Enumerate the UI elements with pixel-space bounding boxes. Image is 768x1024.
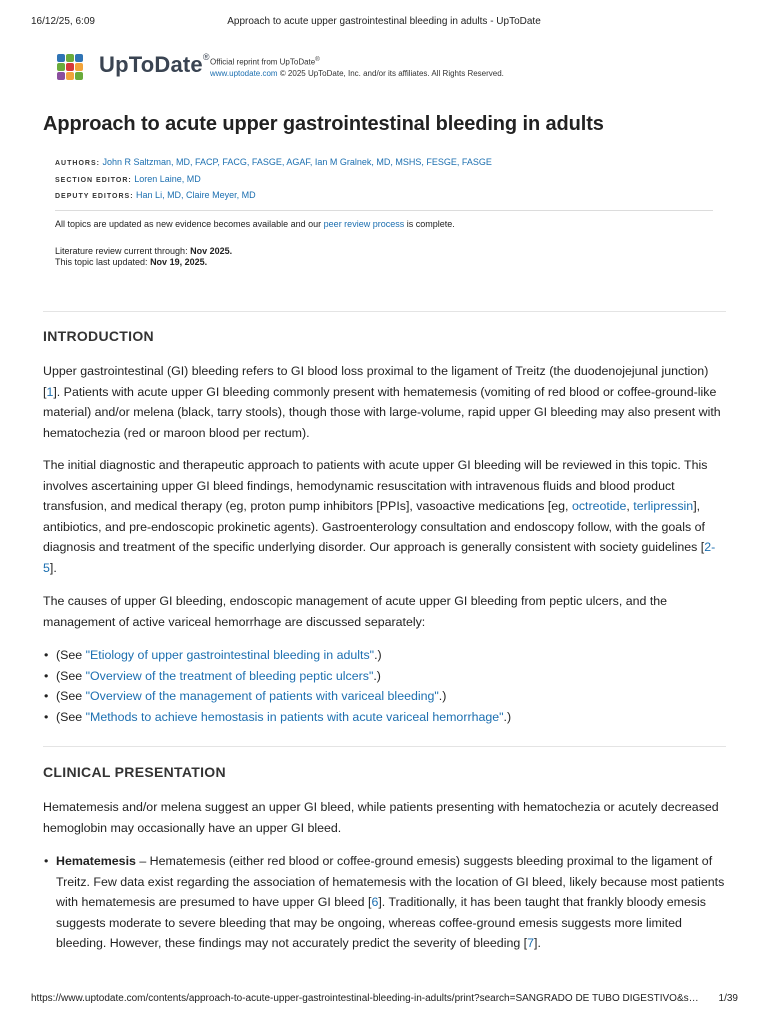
intro-paragraph-1: Upper gastrointestinal (GI) bleeding refers to GI blood loss proximal to the ligament of Treitz (the duodenojejunal junction) [1]. Patients with acute upper GI bleeding commonly present with hematemesis (vomiting of red blood or coffee-ground-like material) and/or melena (black, tarry stools), though those with large-volume, rapid upper GI bleeding may also present with hematochezia (red or maroon blood per rectum). [43, 364, 721, 440]
introduction-heading: INTRODUCTION [43, 328, 154, 344]
clinical-presentation-heading: CLINICAL PRESENTATION [43, 764, 226, 780]
section-editor-link[interactable]: Loren Laine, MD [134, 173, 201, 184]
meta-divider [55, 210, 713, 211]
authors-link[interactable]: John R Saltzman, MD, FACP, FACG, FASGE, AGAF, Ian M Gralnek, MD, MSHS, FESGE, FASGE [102, 157, 492, 167]
octreotide-link[interactable]: octreotide [571, 499, 627, 514]
review-dates: Literature review current through: Nov 2025. This topic last updated: Nov 19, 2025. [55, 246, 233, 267]
terlipressin-link[interactable]: terlipressin [633, 499, 694, 514]
reference-link[interactable]: 7 [527, 936, 535, 951]
peer-review-link[interactable]: peer review process [323, 219, 405, 229]
page-number: 1/39 [718, 993, 738, 1004]
topic-link[interactable]: "Overview of the treatment of bleeding peptic ulcers" [85, 668, 374, 683]
reference-link[interactable]: 1 [46, 384, 54, 399]
reference-link[interactable]: 2-5 [43, 540, 716, 575]
deputy-editors-link[interactable]: Han Li, MD, Claire Meyer, MD [136, 190, 256, 200]
topic-link[interactable]: "Overview of the management of patients with variceal bleeding" [85, 689, 439, 704]
uptodate-link[interactable]: www.uptodate.com [210, 68, 278, 78]
print-date: 16/12/25, 6:09 [31, 16, 95, 27]
reference-link[interactable]: 6 [371, 895, 379, 910]
page-title: Approach to acute upper gastrointestinal bleeding in adults [43, 113, 604, 135]
list-item: • (See "Overview of the treatment of bleeding peptic ulcers".) [43, 666, 726, 687]
update-note: All topics are updated as new evidence becomes available and our peer review process is complete. [55, 219, 455, 229]
brand-header [54, 48, 534, 88]
topic-meta: AUTHORS: John R Saltzman, MD, FACP, FACG, FASGE, AGAF, Ian M Gralnek, MD, MSHS, FESGE, FASGE SECTION EDITOR: Loren Laine, MD DEPUTY EDITORS: Han Li, MD, Claire Meyer, MD [55, 157, 492, 200]
print-header [0, 16, 768, 30]
topic-link[interactable]: "Methods to achieve hemostasis in patients with acute variceal hemorrhage" [85, 709, 504, 724]
intro-paragraph-2: The initial diagnostic and therapeutic approach to patients with acute upper GI bleeding will be reviewed in this topic. This involves ascertaining upper GI bleed findings, hemodynamic resuscitation with intravenous fluids and blood product transfusion, and medical therapy (eg, proton pump inhibitors [PPIs], vasoactive medications [eg, octreotide, terlipressin], antibiotics, and pre-endoscopic prokinetic agents). Gastroenterology consultation and endoscopy follow, with the goals of diagnosis and treatment of the specific underlying disorder. Our approach is generally consistent with society guidelines [2-5]. [43, 458, 716, 575]
list-item: • (See "Etiology of upper gastrointestinal bleeding in adults".) [43, 645, 726, 666]
print-title: Approach to acute upper gastrointestinal bleeding in adults - UpToDate [227, 16, 541, 27]
intro-paragraph-3: The causes of upper GI bleeding, endoscopic management of acute upper GI bleeding from peptic ulcers, and the management of active variceal hemorrhage are discussed separately: [43, 594, 668, 629]
print-footer [0, 993, 768, 1007]
topic-link[interactable]: "Etiology of upper gastrointestinal bleeding in adults" [85, 648, 375, 662]
see-also-list [43, 645, 726, 727]
print-url: https://www.uptodate.com/contents/approach-to-acute-upper-gastrointestinal-bleeding-in-adults/print?search=SANGRADO DE TUBO DIGESTIVO&s… [31, 993, 699, 1004]
section-divider [43, 746, 726, 747]
section-divider [43, 311, 726, 312]
brand-name: UpToDate® [99, 51, 210, 77]
clinical-paragraph-1: Hematemesis and/or melena suggest an upper GI bleed, while patients presenting with hematochezia or acutely decreased hemoglobin may occasionally have an upper GI bleed. [43, 800, 719, 835]
list-item: • (See "Overview of the management of patients with variceal bleeding".) [43, 686, 726, 707]
uptodate-logo-icon [54, 51, 86, 83]
clinical-bullets [43, 851, 726, 954]
bullet-term: Hematemesis [56, 854, 136, 868]
list-item: • Hematemesis – Hematemesis (either red blood or coffee-ground emesis) suggests bleeding proximal to the ligament of Treitz. Few data exist regarding the association of hematemesis with the location of GI bleed, likely because most patients with hematemesis are presumed to have upper GI bleed [6]. Traditionally, it has been taught that frankly bloody emesis suggests moderate to severe bleeding that may be ongoing, whereas coffee-ground emesis suggests more limited bleeding. However, these findings may not accurately predict the severity of bleeding [7]. [43, 851, 726, 954]
reprint-notice: Official reprint from UpToDate® www.uptodate.com © 2025 UpToDate, Inc. and/or its affiliates. All Rights Reserved. [210, 57, 504, 78]
list-item: • (See "Methods to achieve hemostasis in patients with acute variceal hemorrhage".) [43, 707, 726, 728]
